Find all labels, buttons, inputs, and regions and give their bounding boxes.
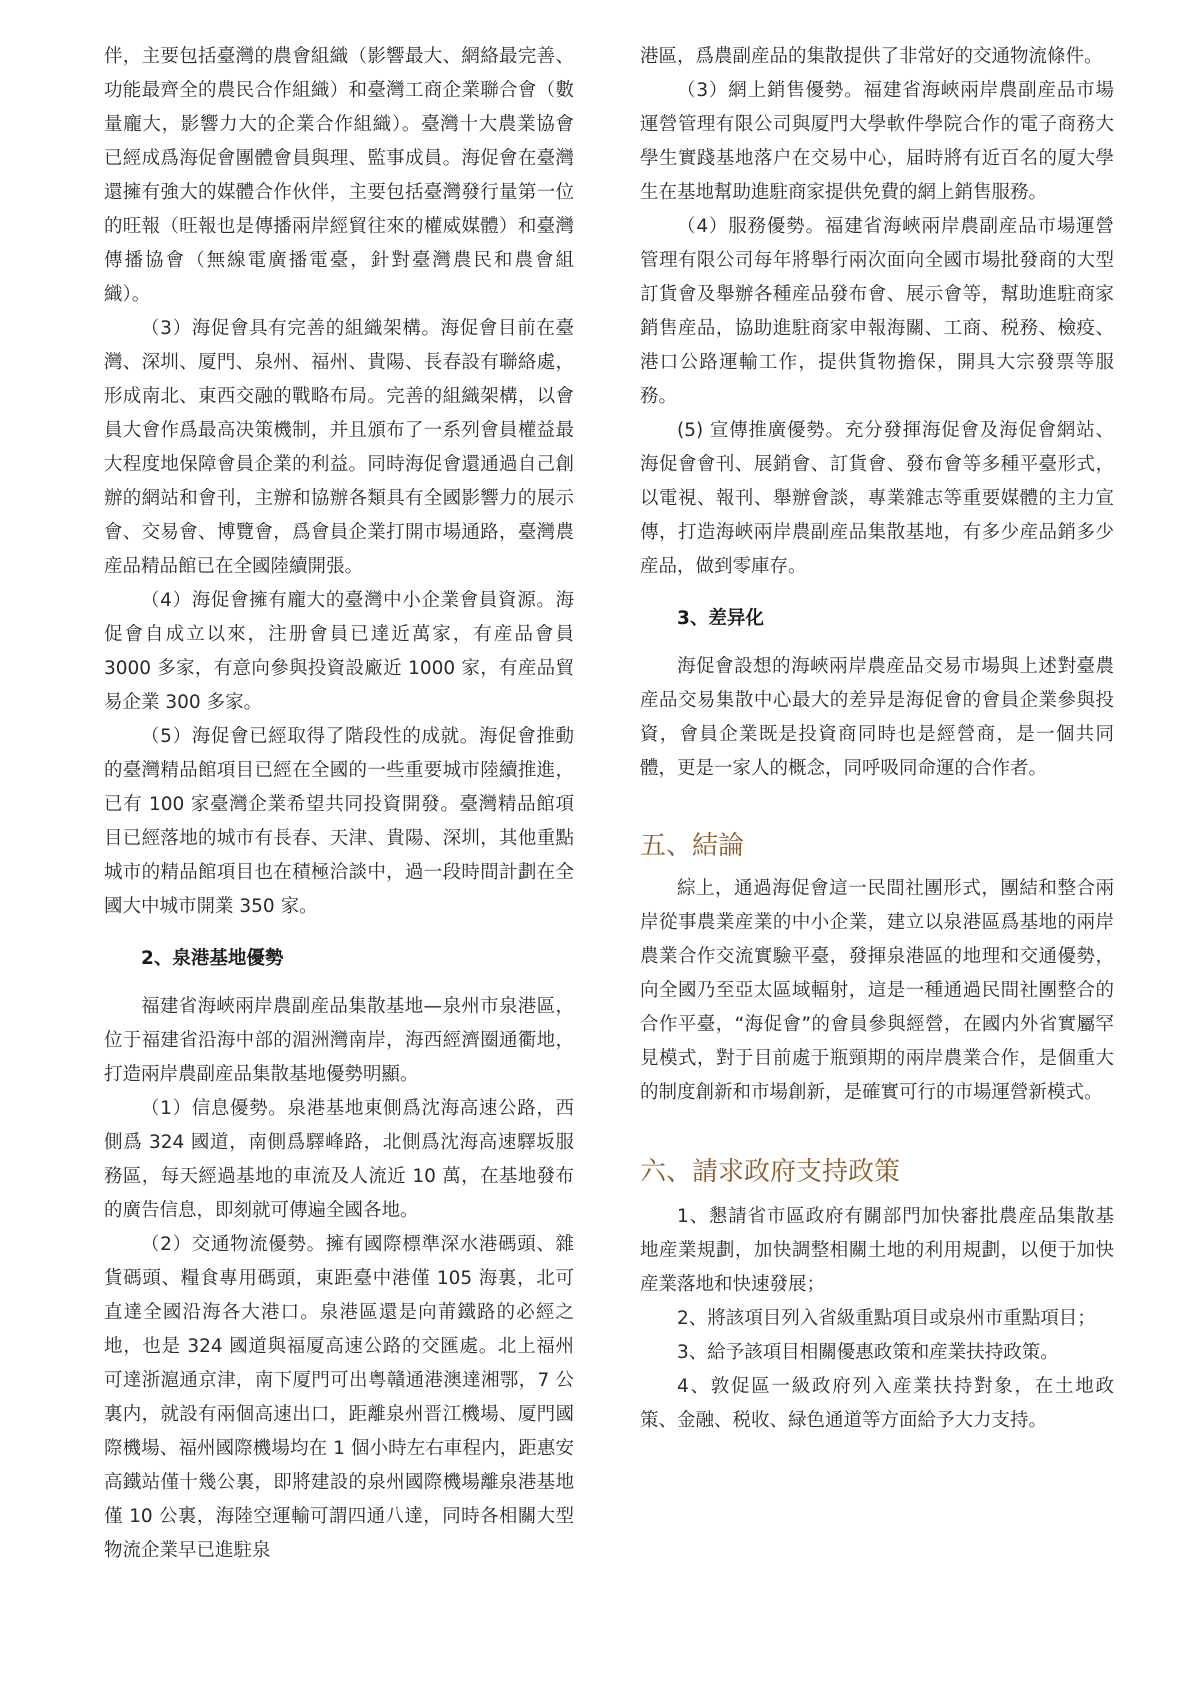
paragraph-promotion-advantage: (5) 宣傳推廣優勢。充分發揮海促會及海促會網站、海促會會刊、展銷會、訂貨會、發布會等多種平臺形式，以電視、報刊、舉辦會談，專業雜志等重要媒體的主力宣傳，打造海峽兩岸農副産品集散基地，有多少産品銷多少産品，做到零庫存。 bbox=[640, 420, 1114, 577]
paragraph-taiwan-partners: 伴，主要包括臺灣的農會組織（影響最大、網絡最完善、功能最齊全的農民合作組織）和臺灣工商企業聯合會（數量龐大，影響力大的企業合作組織）。臺灣十大農業協會已經成爲海促會團體會員與理、監事成員。海促會在臺灣還擁有強大的媒體合作伙伴，主要包括臺灣發行量第一位的旺報（旺報也是傳播兩岸經貿往來的權威媒體）和臺灣傳播協會（無線電廣播電臺，針對臺灣農民和農會組織）。 bbox=[104, 46, 574, 305]
section-title-conclusion: 五、結論 bbox=[640, 831, 745, 861]
policy-item-1: 1、懇請省市區政府有關部門加快審批農産品集散基地産業規劃，加快調整相關土地的利用規劃，以便于加快産業落地和快速發展； bbox=[640, 1206, 1114, 1295]
policy-item-4: 4、敦促區一級政府列入産業扶持對象，在土地政策、金融、税收、緑色通道等方面給予大力支持。 bbox=[640, 1376, 1114, 1431]
left-column bbox=[104, 40, 574, 1568]
paragraph-service-advantage: （4）服務優勢。福建省海峽兩岸農副産品市場運營管理有限公司每年將舉行兩次面向全國市場批發商的大型訂貨會及舉辦各種産品發布會、展示會等，幫助進駐商家銷售産品，協助進駐商家申報海關、工商、税務、檢疫、港口公路運輸工作，提供貨物擔保，開具大宗發票等服務。 bbox=[640, 216, 1114, 407]
paragraph-online-sales-advantage: （3）網上銷售優勢。福建省海峽兩岸農副産品市場運營管理有限公司與厦門大學軟件學院合作的電子商務大學生實踐基地落户在交易中心，届時將有近百名的厦大學生在基地幫助進駐商家提供免費的網上銷售服務。 bbox=[640, 80, 1114, 203]
section-title-policy-requests: 六、請求政府支持政策 bbox=[640, 1157, 901, 1187]
paragraph-information-advantage: （1）信息優勢。泉港基地東側爲沈海高速公路，西側爲 324 國道，南側爲驛峰路，北側爲沈海高速驛坂服務區，每天經過基地的車流及人流近 10 萬，在基地發布的廣告信息，即刻就可傳遍全國各地。 bbox=[104, 1098, 574, 1221]
paragraph-differentiation: 海促會設想的海峽兩岸農産品交易市場與上述對臺農産品交易集散中心最大的差异是海促會的會員企業參與投資，會員企業既是投資商同時也是經營商，是一個共同體，更是一家人的概念，同呼吸同命運的合作者。 bbox=[640, 656, 1114, 779]
paragraph-logistics-continued: 港區，爲農副産品的集散提供了非常好的交通物流條件。 bbox=[640, 46, 1103, 67]
right-column bbox=[640, 40, 1114, 1438]
paragraph-conclusion: 綜上，通過海促會這一民間社團形式，團結和整合兩岸從事農業産業的中小企業，建立以泉港區爲基地的兩岸農業合作交流實驗平臺，發揮泉港區的地理和交通優勢，向全國乃至亞太區域輻射，這是一種通過民間社團整合的合作平臺，“海促會”的會員參與經營，在國内外省實屬罕見模式，對于目前處于瓶頸期的兩岸農業合作，是個重大的制度創新和市場創新，是確實可行的市場運營新模式。 bbox=[640, 878, 1114, 1103]
paragraph-achievements: （5）海促會已經取得了階段性的成就。海促會推動的臺灣精品館項目已經在全國的一些重要城市陸續推進，已有 100 家臺灣企業希望共同投資開發。臺灣精品館項目已經落地的城市有長春、天津、貴陽、深圳，其他重點城市的精品館項目也在積極洽談中，過一段時間計劃在全國大中城市開業 350 家。 bbox=[104, 726, 574, 917]
paragraph-member-resources: （4）海促會擁有龐大的臺灣中小企業會員資源。海促會自成立以來，注册會員已達近萬家，有産品會員 3000 多家，有意向參與投資設廠近 1000 家，有産品貿易企業 300 多家。 bbox=[104, 590, 574, 713]
policy-item-3: 3、給予該項目相關優惠政策和産業扶持政策。 bbox=[677, 1342, 1059, 1363]
paragraph-quangang-intro: 福建省海峽兩岸農副産品集散基地—泉州市泉港區，位于福建省沿海中部的湄洲灣南岸，海西經濟圈通衢地，打造兩岸農副産品集散基地優勢明顯。 bbox=[104, 996, 574, 1085]
paragraph-organization-structure: （3）海促會具有完善的組織架構。海促會目前在臺灣、深圳、厦門、泉州、福州、貴陽、長春設有聯絡處，形成南北、東西交融的戰略布局。完善的組織架構，以會員大會作爲最高决策機制，并且頒布了一系列會員權益最大程度地保障會員企業的利益。同時海促會還通過自己創辦的網站和會刊，主辦和協辦各類具有全國影響力的展示會、交易會、博覽會，爲會員企業打開市場通路，臺灣農産品精品館已在全國陸續開張。 bbox=[104, 318, 574, 577]
paragraph-logistics-advantage: （2）交通物流優勢。擁有國際標準深水港碼頭、雜貨碼頭、糧食專用碼頭，東距臺中港僅 105 海裏，北可直達全國沿海各大港口。泉港區還是向莆鐵路的必經之地，也是 324 國道與福厦高速公路的交匯處。北上福州可達浙滬通京津，南下厦門可出粤贛通港澳達湘鄂，7 公裏内，就設有兩個高速出口，距離泉州晋江機場、厦門國際機場、福州國際機場均在 1 個小時左右車程内，距惠安高鐵站僅十幾公裏，即將建設的泉州國際機場離泉港基地僅 10 公裏，海陸空運輸可謂四通八達，同時各相關大型物流企業早已進駐泉 bbox=[104, 1234, 574, 1561]
subheading-differentiation: 3、差异化 bbox=[677, 608, 764, 629]
subheading-quangang-advantages: 2、泉港基地優勢 bbox=[141, 948, 284, 969]
policy-item-2: 2、將該項目列入省級重點項目或泉州市重點項目； bbox=[677, 1308, 1096, 1329]
